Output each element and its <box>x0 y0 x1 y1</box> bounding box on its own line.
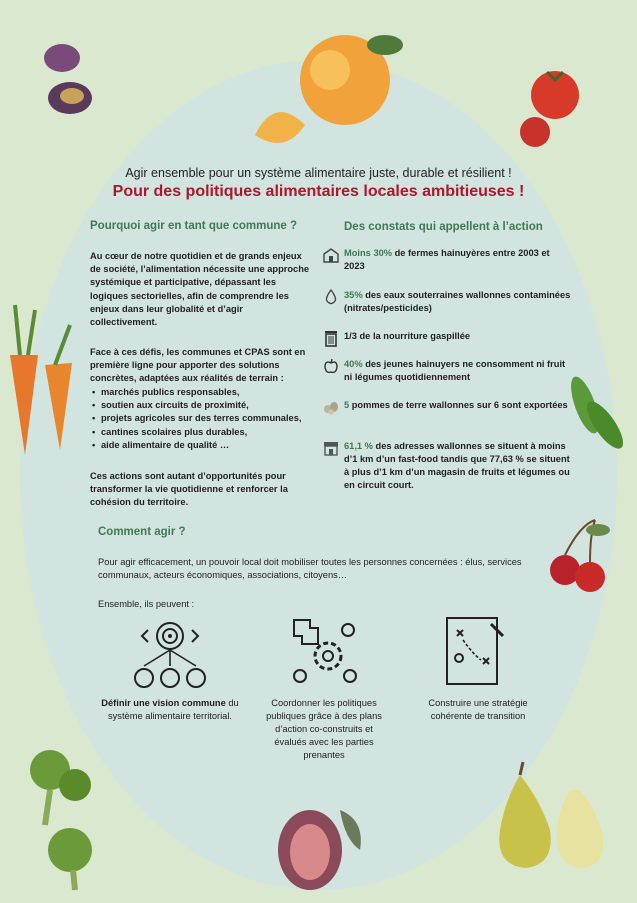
how-paragraph-1: Pour agir efficacement, un pouvoir local doit mobiliser toutes les personnes concernées : élus, services communaux, acteurs économiques, associations, citoyens… <box>98 557 522 581</box>
cherries-illustration <box>540 515 615 605</box>
fact-item <box>322 289 572 315</box>
fact-highlight: 61,1 % <box>344 441 373 451</box>
action-coordinate-policies <box>262 697 386 762</box>
carrot-illustration <box>0 285 90 465</box>
puzzle-gears-icon <box>288 614 362 688</box>
why-paragraph-2: Face à ces défis, les communes et CPAS sont en première ligne pour apporter des solutions concrètes, adaptées aux réalités de terrain : <box>90 347 306 384</box>
why-paragraph-1: Au cœur de notre quotidien et de grands enjeux de société, l’alimentation nécessite une approche systémique et participative, dépassant les logiques sectorielles, afin de comprendre les enjeux dans leur globalité et d’agir collectivement. <box>90 251 310 328</box>
water-drop-icon <box>322 288 340 306</box>
fact-highlight: 5 <box>344 400 350 410</box>
strategy-board-icon <box>443 614 507 688</box>
action-build-strategy <box>418 697 538 723</box>
potatoes-icon <box>322 398 340 416</box>
shop-icon <box>322 439 340 457</box>
target-people-icon <box>130 618 210 690</box>
fact-item <box>322 399 572 416</box>
trash-bin-icon <box>322 329 340 347</box>
list-item: • aide alimentaire de qualité … <box>90 439 330 452</box>
how-paragraph-2: Ensemble, ils peuvent : <box>98 599 195 609</box>
fig-illustration <box>270 790 380 900</box>
action-define-vision <box>100 697 240 723</box>
fact-text: de fermes hainuyères entre 2003 et 2023 <box>344 248 550 271</box>
why-heading: Pourquoi agir en tant que commune ? <box>90 220 298 232</box>
orange-illustration <box>245 15 415 155</box>
facts-heading: Des constats qui appellent à l’action <box>344 221 543 233</box>
list-item: • marchés publics responsables, <box>90 386 330 399</box>
farm-icon <box>322 246 340 264</box>
action-bold: Définir une vision commune <box>101 698 226 708</box>
fact-highlight: 40% <box>344 359 363 369</box>
list-item: • cantines scolaires plus durables, <box>90 426 330 439</box>
list-item: • soutien aux circuits de proximité, <box>90 399 330 412</box>
fact-text: 1/3 de la nourriture gaspillée <box>344 331 471 341</box>
fact-item <box>322 440 572 492</box>
why-bullet-list <box>90 386 330 452</box>
fact-text: des adresses wallonnes se situent à moins d’1 km d’un fast-food tandis que 77,63 % se situent à plus d’1 km d’un magasin de fruits et légumes ou en circuit court. <box>344 441 570 490</box>
plum-illustration <box>40 40 110 120</box>
broccoli-illustration <box>15 745 105 895</box>
apple-icon <box>322 357 340 375</box>
action-text: du système alimentaire territorial. <box>108 698 239 721</box>
intro-tagline: Agir ensemble pour un système alimentaire juste, durable et résilient ! <box>125 166 512 180</box>
action-text: Construire une stratégie cohérente de transition <box>428 698 528 721</box>
fact-highlight: Moins 30% <box>344 248 393 258</box>
how-heading: Comment agir ? <box>98 526 186 538</box>
fact-highlight: 35% <box>344 290 363 300</box>
pear-illustration <box>485 760 610 875</box>
tomato-illustration <box>505 60 590 150</box>
why-paragraph-3: Ces actions sont autant d’opportunités pour transformer la vie quotidienne et renforcer la cohésion du territoire. <box>90 471 288 508</box>
list-item: • projets agricoles sur des terres communales, <box>90 412 330 425</box>
fact-item <box>322 247 572 273</box>
fact-item <box>322 330 572 347</box>
fact-text: des jeunes hainuyers ne consomment ni fruit ni légumes quotidiennement <box>344 359 566 382</box>
fact-text: pommes de terre wallonnes sur 6 sont exportées <box>349 400 568 410</box>
action-text: Coordonner les politiques publiques grâce à des plans d’action co-construits et évalués avec les parties prenantes <box>266 698 382 760</box>
fact-item <box>322 358 572 384</box>
page-title: Pour des politiques alimentaires locales ambitieuses ! <box>112 183 525 200</box>
fact-text: des eaux souterraines wallonnes contaminées (nitrates/pesticides) <box>344 290 571 313</box>
